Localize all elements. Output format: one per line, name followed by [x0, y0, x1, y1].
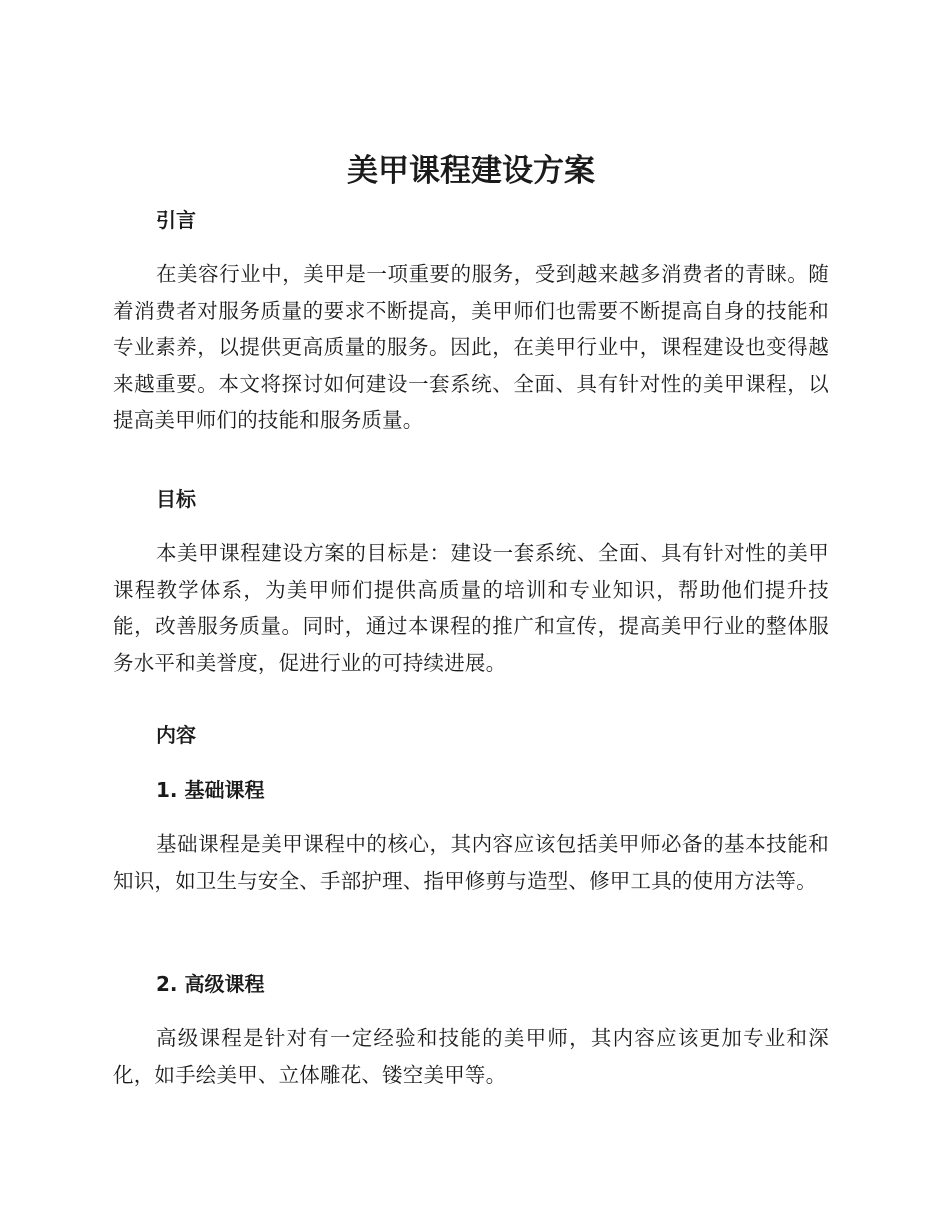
document-title: 美甲课程建设方案 — [347, 153, 595, 189]
heading-content: 内容 — [156, 723, 196, 747]
paragraph-goal: 本美甲课程建设方案的目标是：建设一套系统、全面、具有针对性的美甲课程教学体系，为美甲师们提供高质量的培训和专业知识，帮助他们提升技能，改善服务质量。同时，通过本课程的推广和宣传，提高美甲行业的整体服务水平和美誉度，促进行业的可持续进展。 — [113, 541, 829, 675]
heading-advanced-course: 2. 高级课程 — [156, 972, 265, 996]
heading-goal: 目标 — [156, 487, 196, 511]
paragraph-advanced-course: 高级课程是针对有一定经验和技能的美甲师，其内容应该更加专业和深化，如手绘美甲、立体雕花、镂空美甲等。 — [113, 1026, 829, 1087]
heading-basic-course: 1. 基础课程 — [156, 778, 265, 802]
heading-intro: 引言 — [156, 208, 196, 232]
paragraph-intro: 在美容行业中，美甲是一项重要的服务，受到越来越多消费者的青睐。随着消费者对服务质量的要求不断提高，美甲师们也需要不断提高自身的技能和专业素养，以提供更高质量的服务。因此，在美甲行业中，课程建设也变得越来越重要。本文将探讨如何建设一套系统、全面、具有针对性的美甲课程，以提高美甲师们的技能和服务质量。 — [113, 262, 829, 432]
paragraph-basic-course: 基础课程是美甲课程中的核心，其内容应该包括美甲师必备的基本技能和知识，如卫生与安全、手部护理、指甲修剪与造型、修甲工具的使用方法等。 — [113, 832, 829, 893]
